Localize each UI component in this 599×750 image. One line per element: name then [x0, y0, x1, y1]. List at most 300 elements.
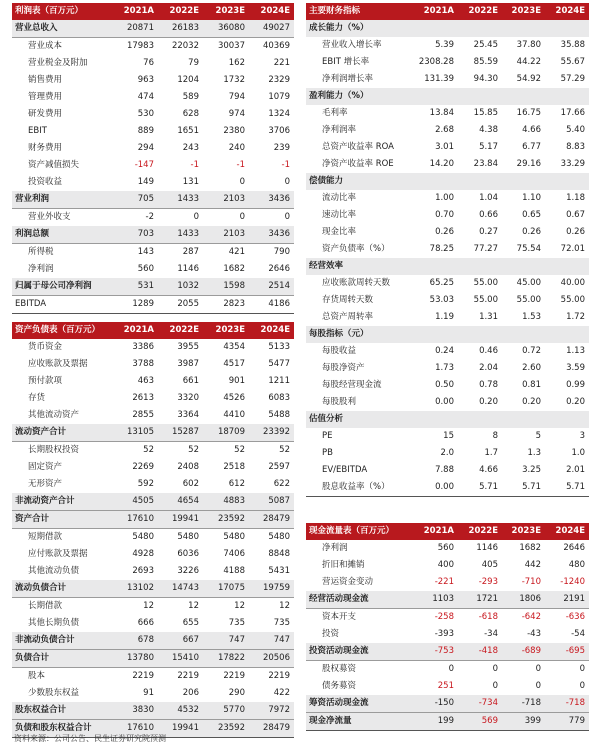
value-cell: 405 [481, 560, 498, 570]
value-cell: 36080 [203, 20, 249, 38]
value-cell: 3706 [268, 126, 290, 136]
row-label: 每股收益 [322, 346, 357, 356]
value-cell: 0.65 [522, 210, 541, 220]
table-row [12, 390, 294, 407]
value-cell: -1 [236, 160, 245, 170]
value-cell: 23592 [203, 720, 249, 738]
row-label: 债务募资 [322, 681, 357, 691]
table-row [306, 360, 589, 377]
value-cell: 2693 [132, 566, 154, 576]
value-cell: 1.19 [435, 312, 454, 322]
value-cell [502, 258, 545, 275]
value-cell: 6083 [268, 393, 290, 403]
value-cell: 55.00 [560, 295, 585, 305]
table-row [12, 546, 294, 563]
table-row [12, 424, 294, 442]
value-cell: -147 [134, 160, 154, 170]
value-cell: 2597 [268, 462, 290, 472]
value-cell [408, 258, 458, 275]
value-cell: 0.99 [566, 380, 585, 390]
value-cell: 3955 [177, 342, 199, 352]
value-cell: 602 [182, 479, 199, 489]
value-cell: 2823 [203, 296, 249, 314]
table-title: 主要财务指标 [306, 3, 408, 20]
table-row [306, 462, 589, 479]
table-row [12, 278, 294, 296]
value-cell: 206 [182, 688, 199, 698]
value-cell: 54.92 [516, 74, 541, 84]
value-cell: 422 [273, 688, 290, 698]
value-cell: 0.50 [435, 380, 454, 390]
value-cell: 592 [137, 479, 154, 489]
value-cell: 963 [137, 75, 154, 85]
column-header-year: 2024E [249, 322, 294, 339]
value-cell: 5 [535, 431, 541, 441]
value-cell: 2269 [132, 462, 154, 472]
value-cell: 1032 [158, 278, 203, 296]
row-label: 固定资产 [28, 462, 63, 472]
row-label: 研发费用 [28, 109, 63, 119]
row-label: 净利润 [28, 264, 54, 274]
value-cell: 91 [143, 688, 154, 698]
value-cell: 0.26 [522, 227, 541, 237]
column-header-year: 2021A [408, 3, 458, 20]
value-cell [458, 20, 502, 37]
value-cell [408, 88, 458, 105]
table-row [306, 156, 589, 173]
value-cell: 13.84 [429, 108, 454, 118]
value-cell: 3320 [177, 393, 199, 403]
column-header-year: 2021A [112, 3, 158, 20]
value-cell: 20871 [112, 20, 158, 38]
value-cell: 1211 [268, 376, 290, 386]
value-cell: 29.16 [516, 159, 541, 169]
row-label: 利润总额 [12, 226, 112, 244]
value-cell [408, 411, 458, 428]
value-cell: 628 [182, 109, 199, 119]
value-cell [458, 326, 502, 343]
value-cell: 560 [137, 264, 154, 274]
value-cell: 5.71 [545, 479, 589, 497]
table-row [306, 207, 589, 224]
value-cell: 18709 [203, 424, 249, 442]
value-cell [545, 88, 589, 105]
value-cell: -1 [281, 160, 290, 170]
value-cell: 0.81 [522, 380, 541, 390]
value-cell: 2514 [249, 278, 294, 296]
value-cell: 2646 [563, 543, 585, 553]
value-cell: 569 [458, 713, 502, 731]
value-cell: 1289 [112, 296, 158, 314]
table-row [306, 20, 589, 37]
value-cell [408, 173, 458, 190]
value-cell: 3436 [249, 191, 294, 209]
value-cell: 1204 [177, 75, 199, 85]
value-cell: 1.0 [571, 448, 585, 458]
value-cell: 162 [228, 58, 245, 68]
row-label: 资产合计 [12, 511, 112, 529]
row-label: 净利润 [322, 543, 348, 553]
value-cell: 1146 [177, 264, 199, 274]
row-label: 应付账款及票据 [28, 549, 88, 559]
value-cell: 2.0 [440, 448, 454, 458]
value-cell: 26183 [158, 20, 203, 38]
table-row [306, 241, 589, 258]
value-cell [502, 411, 545, 428]
table-row [12, 563, 294, 580]
value-cell: 480 [568, 560, 585, 570]
value-cell [502, 326, 545, 343]
row-label: 应收账款周转天数 [322, 278, 391, 288]
row-label: 流动负债合计 [12, 580, 112, 598]
value-cell: 17075 [203, 580, 249, 598]
column-header-year: 2022E [158, 322, 203, 339]
value-cell: 2103 [203, 191, 249, 209]
value-cell: 199 [408, 713, 458, 731]
table-row [12, 598, 294, 616]
value-cell: 735 [273, 618, 290, 628]
value-cell: 5770 [203, 702, 249, 720]
row-label: 销售费用 [28, 75, 63, 85]
table-row [306, 71, 589, 88]
value-cell: 35.88 [560, 40, 585, 50]
table-row [12, 296, 294, 314]
table-title: 资产负债表（百万元） [12, 322, 112, 339]
value-cell: 3226 [177, 566, 199, 576]
value-cell: -258 [434, 612, 454, 622]
value-cell: 76 [143, 58, 154, 68]
value-cell: 421 [228, 247, 245, 257]
value-cell: 5087 [249, 493, 294, 511]
table-row [306, 309, 589, 326]
value-cell: 94.30 [473, 74, 498, 84]
value-cell: 3.01 [435, 142, 454, 152]
value-cell: 22032 [171, 41, 199, 51]
value-cell: 4188 [223, 566, 245, 576]
value-cell: 19941 [158, 720, 203, 738]
row-label: 总资产收益率 ROA [322, 142, 394, 152]
value-cell: 40.00 [560, 278, 585, 288]
column-header-year: 2023E [203, 3, 249, 20]
value-cell: 14.20 [429, 159, 454, 169]
row-label: PE [322, 431, 333, 441]
table-row [12, 191, 294, 209]
table-row [12, 123, 294, 140]
row-label: 存货 [28, 393, 46, 403]
value-cell: -2 [145, 212, 154, 222]
value-cell: 5133 [268, 342, 290, 352]
value-cell: 0.70 [435, 210, 454, 220]
row-label: 每股股利 [322, 397, 357, 407]
row-label: 营业收入增长率 [322, 40, 382, 50]
table-row [12, 632, 294, 650]
value-cell: 2191 [545, 591, 589, 609]
table-row [12, 373, 294, 390]
row-label: 所得税 [28, 247, 54, 257]
value-cell: 5480 [177, 532, 199, 542]
table-row [12, 580, 294, 598]
value-cell: 705 [112, 191, 158, 209]
value-cell: 400 [437, 560, 454, 570]
row-label: 估值分析 [306, 411, 408, 428]
row-label: 投资活动现金流 [306, 643, 408, 661]
table-header-row [12, 3, 294, 20]
value-cell: 889 [137, 126, 154, 136]
table-row [306, 190, 589, 207]
row-label: 非流动负债合计 [12, 632, 112, 650]
value-cell: 4354 [223, 342, 245, 352]
table-row [12, 72, 294, 89]
value-cell: 4.66 [479, 465, 498, 475]
row-label: 股东权益合计 [12, 702, 112, 720]
value-cell: 589 [182, 92, 199, 102]
column-header-year: 2023E [502, 523, 545, 540]
value-cell: 661 [182, 376, 199, 386]
cash-flow-table [306, 523, 589, 731]
column-header-year: 2021A [408, 523, 458, 540]
value-cell: 1.13 [566, 346, 585, 356]
table-row [12, 511, 294, 529]
table-row [306, 695, 589, 713]
row-label: 营业总收入 [12, 20, 112, 38]
value-cell: 65.25 [429, 278, 454, 288]
table-row [12, 89, 294, 106]
value-cell: 5480 [132, 532, 154, 542]
row-label: 净利润增长率 [322, 74, 374, 84]
value-cell: 0.26 [566, 227, 585, 237]
value-cell: 1324 [268, 109, 290, 119]
table-row [12, 615, 294, 632]
value-cell: 131.39 [424, 74, 454, 84]
table-header-row [306, 3, 589, 20]
row-label: PB [322, 448, 333, 458]
value-cell: 1.72 [566, 312, 585, 322]
table-row [306, 643, 589, 661]
value-cell: 747 [249, 632, 294, 650]
value-cell: 1103 [408, 591, 458, 609]
value-cell: 52 [234, 445, 245, 455]
value-cell: 0 [492, 664, 498, 674]
value-cell: 1598 [203, 278, 249, 296]
value-cell: 678 [112, 632, 158, 650]
row-label: 短期借款 [28, 532, 63, 542]
value-cell: 2219 [223, 671, 245, 681]
row-label: 每股指标（元） [306, 326, 408, 343]
row-label: 股本 [28, 671, 46, 681]
value-cell: 40369 [262, 41, 290, 51]
value-cell: 239 [273, 143, 290, 153]
value-cell: 4526 [223, 393, 245, 403]
value-cell: 44.22 [516, 57, 541, 67]
value-cell: 1146 [476, 543, 498, 553]
row-label: 财务费用 [28, 143, 63, 153]
value-cell: 2219 [177, 671, 199, 681]
row-label: 净资产收益率 ROE [322, 159, 394, 169]
value-cell: 53.03 [429, 295, 454, 305]
value-cell: 1.3 [527, 448, 541, 458]
value-cell: -718 [545, 695, 589, 713]
row-label: 长期股权投资 [28, 445, 80, 455]
value-cell: -710 [521, 577, 541, 587]
row-label: 预付款项 [28, 376, 63, 386]
value-cell: 1682 [223, 264, 245, 274]
value-cell: 17983 [126, 41, 154, 51]
row-label: EBITDA [12, 296, 112, 314]
value-cell: 1.10 [522, 193, 541, 203]
row-label: 资本开支 [322, 612, 357, 622]
value-cell [458, 258, 502, 275]
value-cell: 52 [143, 445, 154, 455]
value-cell: 0 [239, 177, 245, 187]
value-cell: 530 [137, 109, 154, 119]
table-row [12, 55, 294, 72]
table-row [12, 38, 294, 56]
value-cell: -1240 [560, 577, 585, 587]
row-label: 资产减值损失 [28, 160, 80, 170]
value-cell: 463 [137, 376, 154, 386]
value-cell: 49027 [249, 20, 294, 38]
table-row [306, 105, 589, 122]
value-cell: 23.84 [473, 159, 498, 169]
table-row [306, 54, 589, 71]
table-row [306, 591, 589, 609]
row-label: 其他流动负债 [28, 566, 80, 576]
value-cell: 8848 [268, 549, 290, 559]
table-row [306, 479, 589, 497]
value-cell: 5480 [268, 532, 290, 542]
value-cell: 0.26 [435, 227, 454, 237]
value-cell: 12 [188, 601, 199, 611]
table-row [12, 668, 294, 686]
value-cell: 2.01 [566, 465, 585, 475]
table-row [12, 685, 294, 702]
value-cell: 5431 [268, 566, 290, 576]
table-row [306, 626, 589, 643]
value-cell: 0.00 [435, 397, 454, 407]
value-cell: -150 [408, 695, 458, 713]
table-row [12, 650, 294, 668]
value-cell [408, 20, 458, 37]
income-statement-table [12, 3, 294, 314]
value-cell: 52 [279, 445, 290, 455]
table-row [306, 173, 589, 190]
value-cell: 2380 [223, 126, 245, 136]
value-cell: 2219 [132, 671, 154, 681]
value-cell: 12 [143, 601, 154, 611]
value-cell: 1.18 [566, 193, 585, 203]
value-cell: 779 [545, 713, 589, 731]
table-row [306, 661, 589, 679]
value-cell: 3830 [112, 702, 158, 720]
value-cell: 221 [273, 58, 290, 68]
value-cell: 19941 [158, 511, 203, 529]
row-label: 管理费用 [28, 92, 63, 102]
value-cell: 17610 [112, 511, 158, 529]
value-cell: 0 [448, 664, 454, 674]
value-cell: -221 [434, 577, 454, 587]
value-cell: 0.20 [566, 397, 585, 407]
row-label: 负债合计 [12, 650, 112, 668]
table-row [12, 459, 294, 476]
value-cell: 1806 [502, 591, 545, 609]
row-label: 流动比率 [322, 193, 357, 203]
balance-sheet-table [12, 322, 294, 738]
value-cell: 16.75 [516, 108, 541, 118]
value-cell: 290 [228, 688, 245, 698]
value-cell: 15 [443, 431, 454, 441]
value-cell [502, 88, 545, 105]
value-cell: 0.00 [408, 479, 458, 497]
row-label: 营业外收支 [28, 212, 71, 222]
value-cell: 251 [437, 681, 454, 691]
value-cell: 399 [502, 713, 545, 731]
value-cell: 79 [188, 58, 199, 68]
value-cell: 5488 [268, 410, 290, 420]
table-row [306, 574, 589, 591]
table-row [12, 244, 294, 262]
row-label: 投资 [322, 629, 340, 639]
value-cell: 735 [228, 618, 245, 628]
value-cell: 0 [239, 212, 245, 222]
row-label: 股息收益率（%） [306, 479, 408, 497]
value-cell: 666 [137, 618, 154, 628]
table-row [306, 326, 589, 343]
value-cell: 901 [228, 376, 245, 386]
value-cell: 4654 [158, 493, 203, 511]
value-cell: 4928 [132, 549, 154, 559]
value-cell: 2408 [177, 462, 199, 472]
value-cell: -293 [478, 577, 498, 587]
value-cell [545, 173, 589, 190]
value-cell: 2.04 [479, 363, 498, 373]
table-row [12, 157, 294, 174]
value-cell: 23392 [249, 424, 294, 442]
value-cell: 1732 [223, 75, 245, 85]
table-row [12, 356, 294, 373]
value-cell: 1651 [177, 126, 199, 136]
table-row [306, 275, 589, 292]
row-label: 折旧和摊销 [322, 560, 365, 570]
table-row [306, 258, 589, 275]
value-cell: 5477 [268, 359, 290, 369]
row-label: 每股净资产 [322, 363, 365, 373]
value-cell: 1.53 [522, 312, 541, 322]
row-label: EBIT [28, 126, 47, 136]
value-cell: 55.00 [473, 295, 498, 305]
value-cell: 794 [228, 92, 245, 102]
value-cell: 3364 [177, 410, 199, 420]
value-cell: -689 [502, 643, 545, 661]
value-cell [545, 326, 589, 343]
row-label: 成长能力（%） [306, 20, 408, 37]
value-cell: 2103 [203, 226, 249, 244]
table-row [12, 209, 294, 227]
value-cell: 57.29 [560, 74, 585, 84]
value-cell: 5.17 [479, 142, 498, 152]
value-cell: 0 [284, 212, 290, 222]
row-label: 流动资产合计 [12, 424, 112, 442]
value-cell [502, 20, 545, 37]
value-cell: 2055 [158, 296, 203, 314]
value-cell: 2613 [132, 393, 154, 403]
row-label: 营业成本 [28, 41, 63, 51]
value-cell: 287 [182, 247, 199, 257]
table-row [12, 339, 294, 356]
table-row [306, 428, 589, 445]
value-cell: 52 [188, 445, 199, 455]
column-header-year: 2022E [458, 523, 502, 540]
row-label: 现金净流量 [306, 713, 408, 731]
